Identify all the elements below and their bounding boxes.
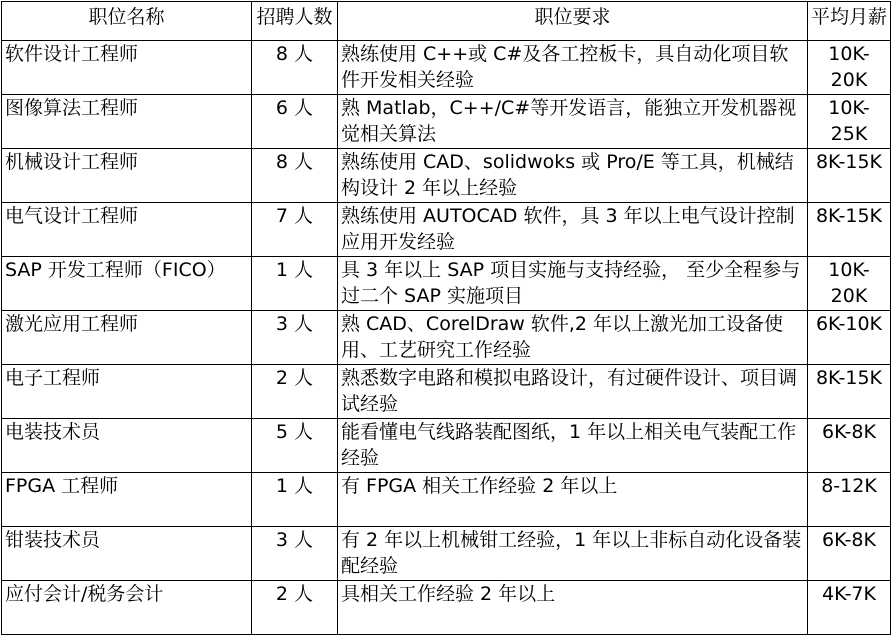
job-title-cell: 应付会计/税务会计 [2,581,252,635]
salary-cell: 8K-15K [808,365,891,419]
requirement-cell: 熟 CAD、CorelDraw 软件,2 年以上激光加工设备使用、工艺研究工作经验 [338,311,808,365]
job-title-cell: SAP 开发工程师（FICO） [2,257,252,311]
headcount-cell: 3 人 [252,311,338,365]
salary-cell: 4K-7K [808,581,891,635]
salary-cell: 10K-25K [808,95,891,149]
salary-cell: 8K-15K [808,149,891,203]
requirement-cell: 有 FPGA 相关工作经验 2 年以上 [338,473,808,527]
table-row [2,95,891,149]
salary-cell: 8K-15K [808,203,891,257]
salary-cell: 10K-20K [808,41,891,95]
headcount-cell: 5 人 [252,419,338,473]
header-count: 招聘人数 [252,2,338,41]
requirement-cell: 熟 Matlab，C++/C#等开发语言，能独立开发机器视觉相关算法 [338,95,808,149]
job-title-cell: 钳装技术员 [2,527,252,581]
job-title-cell: 电子工程师 [2,365,252,419]
job-title-cell: 电装技术员 [2,419,252,473]
job-title-cell: FPGA 工程师 [2,473,252,527]
table-row [2,257,891,311]
salary-cell: 8-12K [808,473,891,527]
requirement-cell: 有 2 年以上机械钳工经验，1 年以上非标自动化设备装配经验 [338,527,808,581]
requirement-cell: 能看懂电气线路装配图纸，1 年以上相关电气装配工作经验 [338,419,808,473]
job-table [1,1,891,635]
table-row [2,581,891,635]
requirement-cell: 具 3 年以上 SAP 项目实施与支持经验， 至少全程参与过二个 SAP 实施项目 [338,257,808,311]
salary-cell: 6K-10K [808,311,891,365]
salary-cell: 6K-8K [808,419,891,473]
table-row [2,419,891,473]
table-row [2,203,891,257]
header-requirement: 职位要求 [338,2,808,41]
headcount-cell: 8 人 [252,41,338,95]
job-title-cell: 激光应用工程师 [2,311,252,365]
table-row [2,149,891,203]
headcount-cell: 6 人 [252,95,338,149]
job-title-cell: 图像算法工程师 [2,95,252,149]
job-title-cell: 软件设计工程师 [2,41,252,95]
headcount-cell: 7 人 [252,203,338,257]
header-title: 职位名称 [2,2,252,41]
headcount-cell: 2 人 [252,365,338,419]
header-salary: 平均月薪 [808,2,891,41]
table-row [2,365,891,419]
job-title-cell: 机械设计工程师 [2,149,252,203]
salary-cell: 6K-8K [808,527,891,581]
salary-cell: 10K-20K [808,257,891,311]
requirement-cell: 熟练使用 AUTOCAD 软件，具 3 年以上电气设计控制应用开发经验 [338,203,808,257]
requirement-cell: 熟悉数字电路和模拟电路设计，有过硬件设计、项目调试经验 [338,365,808,419]
table-row [2,311,891,365]
requirement-cell: 熟练使用 CAD、solidwoks 或 Pro/E 等工具，机械结构设计 2 年以上经验 [338,149,808,203]
headcount-cell: 1 人 [252,257,338,311]
table-header-row [2,2,891,41]
table-row [2,41,891,95]
requirement-cell: 具相关工作经验 2 年以上 [338,581,808,635]
table-row [2,473,891,527]
table-row [2,527,891,581]
headcount-cell: 3 人 [252,527,338,581]
job-title-cell: 电气设计工程师 [2,203,252,257]
headcount-cell: 8 人 [252,149,338,203]
headcount-cell: 1 人 [252,473,338,527]
requirement-cell: 熟练使用 C++或 C#及各工控板卡，具自动化项目软件开发相关经验 [338,41,808,95]
headcount-cell: 2 人 [252,581,338,635]
